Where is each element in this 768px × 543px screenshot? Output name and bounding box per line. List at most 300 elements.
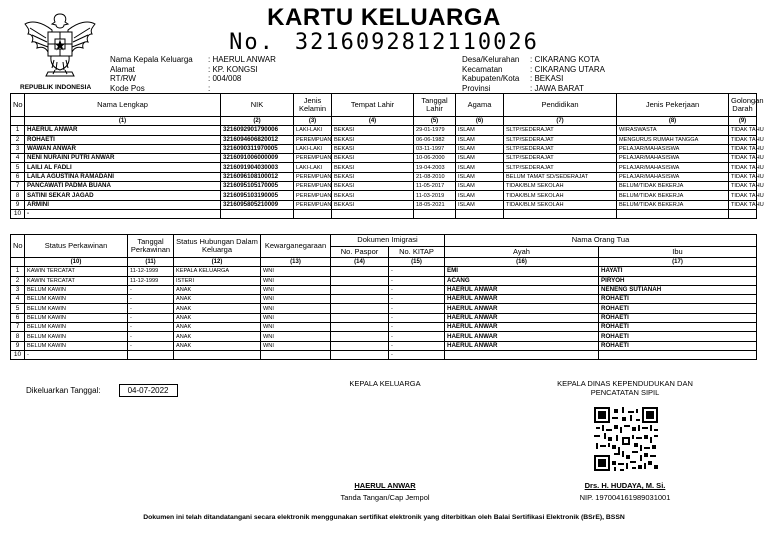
table-row — [11, 163, 757, 172]
table-cell: PEREMPUAN — [294, 135, 332, 144]
table-cell: WNI — [261, 285, 331, 294]
table-cell: TIDAK TAHU — [729, 135, 757, 144]
table-cell: ROHAETI — [599, 304, 757, 313]
info-value: : HAERUL ANWAR — [208, 55, 276, 64]
info-label: Provinsi — [462, 83, 491, 93]
col-header-golongan-darah: Golongan Darah — [729, 94, 757, 117]
kk-signer-caption: Tanda Tangan/Cap Jempol — [340, 493, 430, 502]
dinas-title-line-2: PENCATATAN SIPIL — [590, 388, 660, 397]
table-cell: ISLAM — [456, 172, 504, 181]
table-cell: LAKI-LAKI — [294, 163, 332, 172]
table-cell: PELAJAR/MAHASISWA — [617, 172, 729, 181]
table-cell: ANAK — [174, 332, 261, 341]
column-number-cell: (7) — [504, 117, 617, 126]
dinas-title-line-1: KEPALA DINAS KEPENDUDUKAN DAN — [557, 379, 693, 388]
table-cell: BEKASI — [332, 191, 414, 200]
table-cell — [456, 209, 504, 218]
column-number-cell — [11, 117, 25, 126]
table-cell: TIDAK/BLM SEKOLAH — [504, 200, 617, 209]
table-cell: BEKASI — [332, 200, 414, 209]
table-cell — [294, 209, 332, 218]
column-number-cell: (5) — [414, 117, 456, 126]
republic-label: REPUBLIK INDONESIA — [20, 84, 92, 91]
table-cell: - — [128, 341, 174, 350]
table-cell: - — [389, 267, 445, 276]
table-cell: 03-11-1997 — [414, 144, 456, 153]
info-label: Desa/Kelurahan — [462, 55, 520, 64]
members-table — [10, 93, 764, 219]
table-cell — [331, 313, 389, 322]
table-cell: HAYATI — [599, 267, 757, 276]
issued-date-value: 04-07-2022 — [119, 384, 178, 397]
table-cell: PELAJAR/MAHASISWA — [617, 144, 729, 153]
table-cell: HAERUL ANWAR — [445, 285, 599, 294]
table-cell: PELAJAR/MAHASISWA — [617, 163, 729, 172]
table-cell: KEPALA KELUARGA — [174, 267, 261, 276]
table-cell: SATINI SEKAR JAGAD — [25, 191, 221, 200]
info-row — [110, 84, 276, 94]
table-cell — [331, 323, 389, 332]
table-cell: 11-05-2017 — [414, 182, 456, 191]
table-cell: 3 — [11, 285, 25, 294]
table-cell: PEREMPUAN — [294, 172, 332, 181]
table-cell: TIDAK TAHU — [729, 154, 757, 163]
qr-code-icon — [594, 407, 658, 471]
table-cell: LAILI AL FADLI — [25, 163, 221, 172]
table-cell: BELUM KAWIN — [25, 295, 128, 304]
table-row — [11, 126, 757, 135]
table-cell: 3216095805210009 — [221, 200, 294, 209]
table-cell: ROHAETI — [599, 341, 757, 350]
column-number-cell: (16) — [445, 258, 599, 267]
table-cell: 1 — [11, 267, 25, 276]
table-row — [11, 285, 757, 294]
column-number-row — [11, 258, 757, 267]
kk-signer-name: HAERUL ANWAR — [354, 481, 416, 490]
table-cell: TIDAK TAHU — [729, 200, 757, 209]
kk-signature-title: KEPALA KELUARGA — [349, 379, 421, 388]
table-cell: WNI — [261, 313, 331, 322]
table-cell: 3216096108100012 — [221, 172, 294, 181]
status-table — [10, 234, 757, 360]
info-row — [462, 84, 605, 94]
table-cell: ISLAM — [456, 163, 504, 172]
table-cell: 5 — [11, 304, 25, 313]
info-row — [110, 65, 276, 75]
table-cell: - — [128, 323, 174, 332]
table-cell — [331, 276, 389, 285]
dinas-signer-name: Drs. H. HUDAYA, M. Si. — [584, 481, 666, 490]
dinas-signer-nip: NIP. 197004161989031001 — [579, 493, 671, 502]
table-cell: NENI NURAINI PUTRI ANWAR — [25, 154, 221, 163]
table-cell: ANAK — [174, 313, 261, 322]
electronic-signature-statement: Dokumen ini telah ditandatangani secara elektronik menggunakan sertifikat elektronik yang diterbitkan oleh Balai Sertifikasi Elektronik (BSrE), BSSN — [143, 514, 625, 521]
table-cell: 06-06-1982 — [414, 135, 456, 144]
table-cell — [729, 209, 757, 218]
table-cell: 6 — [11, 172, 25, 181]
table-cell: 9 — [11, 200, 25, 209]
table-cell — [504, 209, 617, 218]
table-cell: TIDAK TAHU — [729, 144, 757, 153]
table-cell: WNI — [261, 332, 331, 341]
table-cell: TIDAK TAHU — [729, 191, 757, 200]
info-label: Kabupaten/Kota — [462, 74, 520, 83]
table-cell: 10 — [11, 209, 25, 218]
table-row — [11, 182, 757, 191]
table-cell: BEKASI — [332, 144, 414, 153]
column-number-cell: (1) — [25, 117, 221, 126]
col-header-status-hubungan: Status Hubungan Dalam Keluarga — [174, 235, 261, 258]
col-header-ibu: Ibu — [599, 247, 757, 258]
column-number-cell — [11, 258, 25, 267]
table-cell: HAERUL ANWAR — [445, 295, 599, 304]
table-cell: ISLAM — [456, 182, 504, 191]
col-header-nik: NIK — [221, 94, 294, 117]
table-cell: - — [389, 304, 445, 313]
col-header-no: No — [11, 94, 25, 117]
info-label: Alamat — [110, 64, 135, 74]
info-value: : BEKASI — [530, 74, 564, 83]
table-cell: BEKASI — [332, 154, 414, 163]
table-cell: ANAK — [174, 304, 261, 313]
table-cell: ROHAETI — [599, 313, 757, 322]
table-cell: ANAK — [174, 295, 261, 304]
info-label: Nama Kepala Keluarga — [110, 55, 193, 64]
table-cell: ISLAM — [456, 200, 504, 209]
column-number-cell: (15) — [389, 258, 445, 267]
table-cell — [599, 350, 757, 359]
table-cell: WIRASWASTA — [617, 126, 729, 135]
table-cell: PEREMPUAN — [294, 154, 332, 163]
kk-number — [0, 30, 768, 55]
table-cell: BELUM/TIDAK BEKERJA — [617, 200, 729, 209]
table-cell: 9 — [11, 341, 25, 350]
table-cell: WAWAN ANWAR — [25, 144, 221, 153]
info-value: : — [208, 83, 211, 93]
table-cell: BELUM KAWIN — [25, 323, 128, 332]
table-row — [11, 144, 757, 153]
table-cell: - — [128, 313, 174, 322]
info-label: Kecamatan — [462, 64, 503, 74]
dinas-signer — [520, 481, 730, 502]
table-cell: - — [389, 332, 445, 341]
table-cell: HAERUL ANWAR — [25, 126, 221, 135]
table-cell: 3216092901790006 — [221, 126, 294, 135]
table-cell: WNI — [261, 276, 331, 285]
table-row — [11, 154, 757, 163]
table-cell: MENGURUS RUMAH TANGGA — [617, 135, 729, 144]
col-header-dokumen-imigrasi: Dokumen Imigrasi — [331, 235, 445, 247]
table-cell: 10-06-2000 — [414, 154, 456, 163]
table-cell: ISLAM — [456, 154, 504, 163]
table-cell: KAWIN TERCATAT — [25, 267, 128, 276]
table-cell: 29-01-1979 — [414, 126, 456, 135]
table-cell — [128, 350, 174, 359]
table-cell: ANAK — [174, 341, 261, 350]
table-cell: WNI — [261, 295, 331, 304]
table-cell: 3216095103190005 — [221, 191, 294, 200]
table-cell: BEKASI — [332, 126, 414, 135]
col-header-tanggal-lahir: Tanggal Lahir — [414, 94, 456, 117]
table-cell: ROHAETI — [599, 332, 757, 341]
table-cell: - — [389, 341, 445, 350]
table-cell: PEREMPUAN — [294, 182, 332, 191]
table-cell: 8 — [11, 191, 25, 200]
table-cell: 7 — [11, 323, 25, 332]
table-cell: WNI — [261, 341, 331, 350]
table-cell: ANAK — [174, 323, 261, 332]
table-cell: BELUM KAWIN — [25, 285, 128, 294]
left-info — [110, 55, 276, 93]
table-cell: HAERUL ANWAR — [445, 323, 599, 332]
col-header-status-perkawinan: Status Perkawinan — [25, 235, 128, 258]
table-cell: 3216091006000009 — [221, 154, 294, 163]
table-cell: TIDAK/BLM SEKOLAH — [504, 191, 617, 200]
table-cell: BELUM/TIDAK BEKERJA — [617, 182, 729, 191]
table-cell: 4 — [11, 295, 25, 304]
table-cell: - — [389, 323, 445, 332]
table-cell: 10 — [11, 350, 25, 359]
column-number-cell: (12) — [174, 258, 261, 267]
table-cell: SLTP/SEDERAJAT — [504, 126, 617, 135]
kk-number-label: No. — [229, 30, 275, 55]
table-cell: 2 — [11, 276, 25, 285]
column-number-cell: (17) — [599, 258, 757, 267]
info-label: RT/RW — [110, 74, 136, 83]
table-cell: 11-12-1999 — [128, 276, 174, 285]
garuda-emblem-icon — [22, 8, 98, 88]
table-cell: HAERUL ANWAR — [445, 313, 599, 322]
table-cell: 19-04-2003 — [414, 163, 456, 172]
table-cell: - — [25, 350, 128, 359]
table-cell: 1 — [11, 126, 25, 135]
info-value: : CIKARANG KOTA — [530, 55, 600, 64]
column-number-cell: (8) — [617, 117, 729, 126]
table-cell: - — [389, 285, 445, 294]
table-cell: BELUM KAWIN — [25, 304, 128, 313]
table-cell: LAKI-LAKI — [294, 144, 332, 153]
column-number-cell: (6) — [456, 117, 504, 126]
table-cell — [331, 350, 389, 359]
info-row — [462, 65, 605, 75]
col-header-nama-orang-tua: Nama Orang Tua — [445, 235, 757, 247]
kk-signer — [300, 481, 470, 502]
info-row — [462, 74, 605, 84]
table-row — [11, 276, 757, 285]
table-cell: ROHAETI — [599, 323, 757, 332]
table-cell: - — [389, 276, 445, 285]
table-cell: ISLAM — [456, 144, 504, 153]
table-row — [11, 341, 757, 350]
column-number-cell: (11) — [128, 258, 174, 267]
info-row — [110, 55, 276, 65]
col-header-pendidikan: Pendidikan — [504, 94, 617, 117]
table-cell — [332, 209, 414, 218]
table-cell: 6 — [11, 313, 25, 322]
column-number-cell: (13) — [261, 258, 331, 267]
table-cell: 11-12-1999 — [128, 267, 174, 276]
table-row — [11, 350, 757, 359]
table-cell: HAERUL ANWAR — [445, 332, 599, 341]
table-row — [11, 191, 757, 200]
info-value: : KP. KONGSI — [208, 64, 258, 74]
table-row — [11, 209, 757, 218]
table-cell: ACANG — [445, 276, 599, 285]
info-label: Kode Pos — [110, 83, 145, 93]
table-cell: 5 — [11, 163, 25, 172]
table-cell: PEREMPUAN — [294, 191, 332, 200]
col-header-pekerjaan: Jenis Pekerjaan — [617, 94, 729, 117]
info-value: : JAWA BARAT — [530, 83, 584, 93]
table-cell — [221, 209, 294, 218]
table-cell: HAERUL ANWAR — [445, 341, 599, 350]
table-cell: BEKASI — [332, 172, 414, 181]
table-cell: - — [128, 304, 174, 313]
table-cell: ISTERI — [174, 276, 261, 285]
kk-number-value: 3216092812110026 — [294, 30, 539, 55]
table-cell — [331, 267, 389, 276]
table-cell — [331, 304, 389, 313]
table-cell: ANAK — [174, 285, 261, 294]
table-cell: - — [389, 350, 445, 359]
table-cell — [445, 350, 599, 359]
table-cell: BELUM KAWIN — [25, 332, 128, 341]
table-cell: NENENG SUTIANAH — [599, 285, 757, 294]
table-row — [11, 323, 757, 332]
table-cell: 18-05-2021 — [414, 200, 456, 209]
col-header-agama: Agama — [456, 94, 504, 117]
col-header-nama: Nama Lengkap — [25, 94, 221, 117]
col-header-paspor: No. Paspor — [331, 247, 389, 258]
table-cell: 3216094606820012 — [221, 135, 294, 144]
table-cell: LAKI-LAKI — [294, 126, 332, 135]
table-cell: ROHAETI — [25, 135, 221, 144]
table-cell: - — [128, 295, 174, 304]
table-cell: 8 — [11, 332, 25, 341]
table-cell: ARMINI — [25, 200, 221, 209]
column-number-cell: (2) — [221, 117, 294, 126]
table-cell: BEKASI — [332, 163, 414, 172]
table-cell: HAERUL ANWAR — [445, 304, 599, 313]
table-cell: PIRYOH — [599, 276, 757, 285]
column-number-cell: (14) — [331, 258, 389, 267]
issued-date-label: Dikeluarkan Tanggal: — [26, 386, 101, 395]
table-cell: KAWIN TERCATAT — [25, 276, 128, 285]
col-header-kitap: No. KITAP — [389, 247, 445, 258]
table-cell: TIDAK TAHU — [729, 182, 757, 191]
table-cell — [331, 285, 389, 294]
table-cell — [331, 295, 389, 304]
table-row — [11, 135, 757, 144]
table-cell: - — [389, 313, 445, 322]
column-number-cell: (3) — [294, 117, 332, 126]
table-cell: PELAJAR/MAHASISWA — [617, 154, 729, 163]
table-cell: BELUM KAWIN — [25, 313, 128, 322]
table-row — [11, 313, 757, 322]
issued-date — [26, 384, 178, 397]
table-cell: BELUM TAMAT SD/SEDERAJAT — [504, 172, 617, 181]
table-cell: 21-08-2010 — [414, 172, 456, 181]
table-cell: 11-03-2019 — [414, 191, 456, 200]
info-row — [110, 74, 276, 84]
column-number-cell: (9) — [729, 117, 757, 126]
table-cell — [331, 341, 389, 350]
table-cell: - — [25, 209, 221, 218]
col-header-jenis-kelamin: Jenis Kelamin — [294, 94, 332, 117]
table-cell: WNI — [261, 304, 331, 313]
table-cell: SLTP/SEDERAJAT — [504, 144, 617, 153]
table-cell: TIDAK TAHU — [729, 163, 757, 172]
table-cell: 2 — [11, 135, 25, 144]
table-cell: SLTP/SEDERAJAT — [504, 154, 617, 163]
table-row — [11, 200, 757, 209]
column-number-cell: (10) — [25, 258, 128, 267]
column-number-cell: (4) — [332, 117, 414, 126]
table-cell: EMI — [445, 267, 599, 276]
table-cell — [174, 350, 261, 359]
table-row — [11, 295, 757, 304]
table-cell: 3216090311970005 — [221, 144, 294, 153]
col-header-tempat-lahir: Tempat Lahir — [332, 94, 414, 117]
document-title: KARTU KELUARGA — [267, 4, 501, 31]
table-cell: SLTP/SEDERAJAT — [504, 135, 617, 144]
info-value: : 004/008 — [208, 74, 242, 83]
dinas-title — [520, 379, 730, 397]
table-cell: - — [128, 285, 174, 294]
table-cell: 7 — [11, 182, 25, 191]
col-header-tanggal-perkawinan: Tanggal Perkawinan — [128, 235, 174, 258]
table-cell: TIDAK TAHU — [729, 172, 757, 181]
table-cell: ROHAETI — [599, 295, 757, 304]
table-cell: BEKASI — [332, 182, 414, 191]
table-cell: - — [389, 295, 445, 304]
table-cell: BELUM/TIDAK BEKERJA — [617, 191, 729, 200]
table-cell: SLTP/SEDERAJAT — [504, 163, 617, 172]
table-cell: WNI — [261, 267, 331, 276]
table-cell — [331, 332, 389, 341]
info-value: : CIKARANG UTARA — [530, 64, 605, 74]
table-cell: TIDAK/BLM SEKOLAH — [504, 182, 617, 191]
col-header-no: No — [11, 235, 25, 258]
table-cell: 3216091904030003 — [221, 163, 294, 172]
table-cell — [261, 350, 331, 359]
table-cell: PEREMPUAN — [294, 200, 332, 209]
table-cell: 3 — [11, 144, 25, 153]
table-cell: ISLAM — [456, 191, 504, 200]
info-row — [462, 55, 605, 65]
table-cell: WNI — [261, 323, 331, 332]
table-cell: 3216095105170005 — [221, 182, 294, 191]
table-cell: BEKASI — [332, 135, 414, 144]
table-cell — [414, 209, 456, 218]
table-row — [11, 304, 757, 313]
table-cell: LAILA AGUSTINA RAMADANI — [25, 172, 221, 181]
table-cell: ISLAM — [456, 135, 504, 144]
col-header-kewarganegaraan: Kewarganegaraan — [261, 235, 331, 258]
table-cell: TIDAK TAHU — [729, 126, 757, 135]
table-cell — [617, 209, 729, 218]
table-cell: ISLAM — [456, 126, 504, 135]
col-header-ayah: Ayah — [445, 247, 599, 258]
table-row — [11, 267, 757, 276]
table-cell: - — [128, 332, 174, 341]
table-cell: BELUM KAWIN — [25, 341, 128, 350]
right-info — [462, 55, 605, 93]
table-row — [11, 332, 757, 341]
table-row — [11, 172, 757, 181]
column-number-row — [11, 117, 757, 126]
table-cell: 4 — [11, 154, 25, 163]
